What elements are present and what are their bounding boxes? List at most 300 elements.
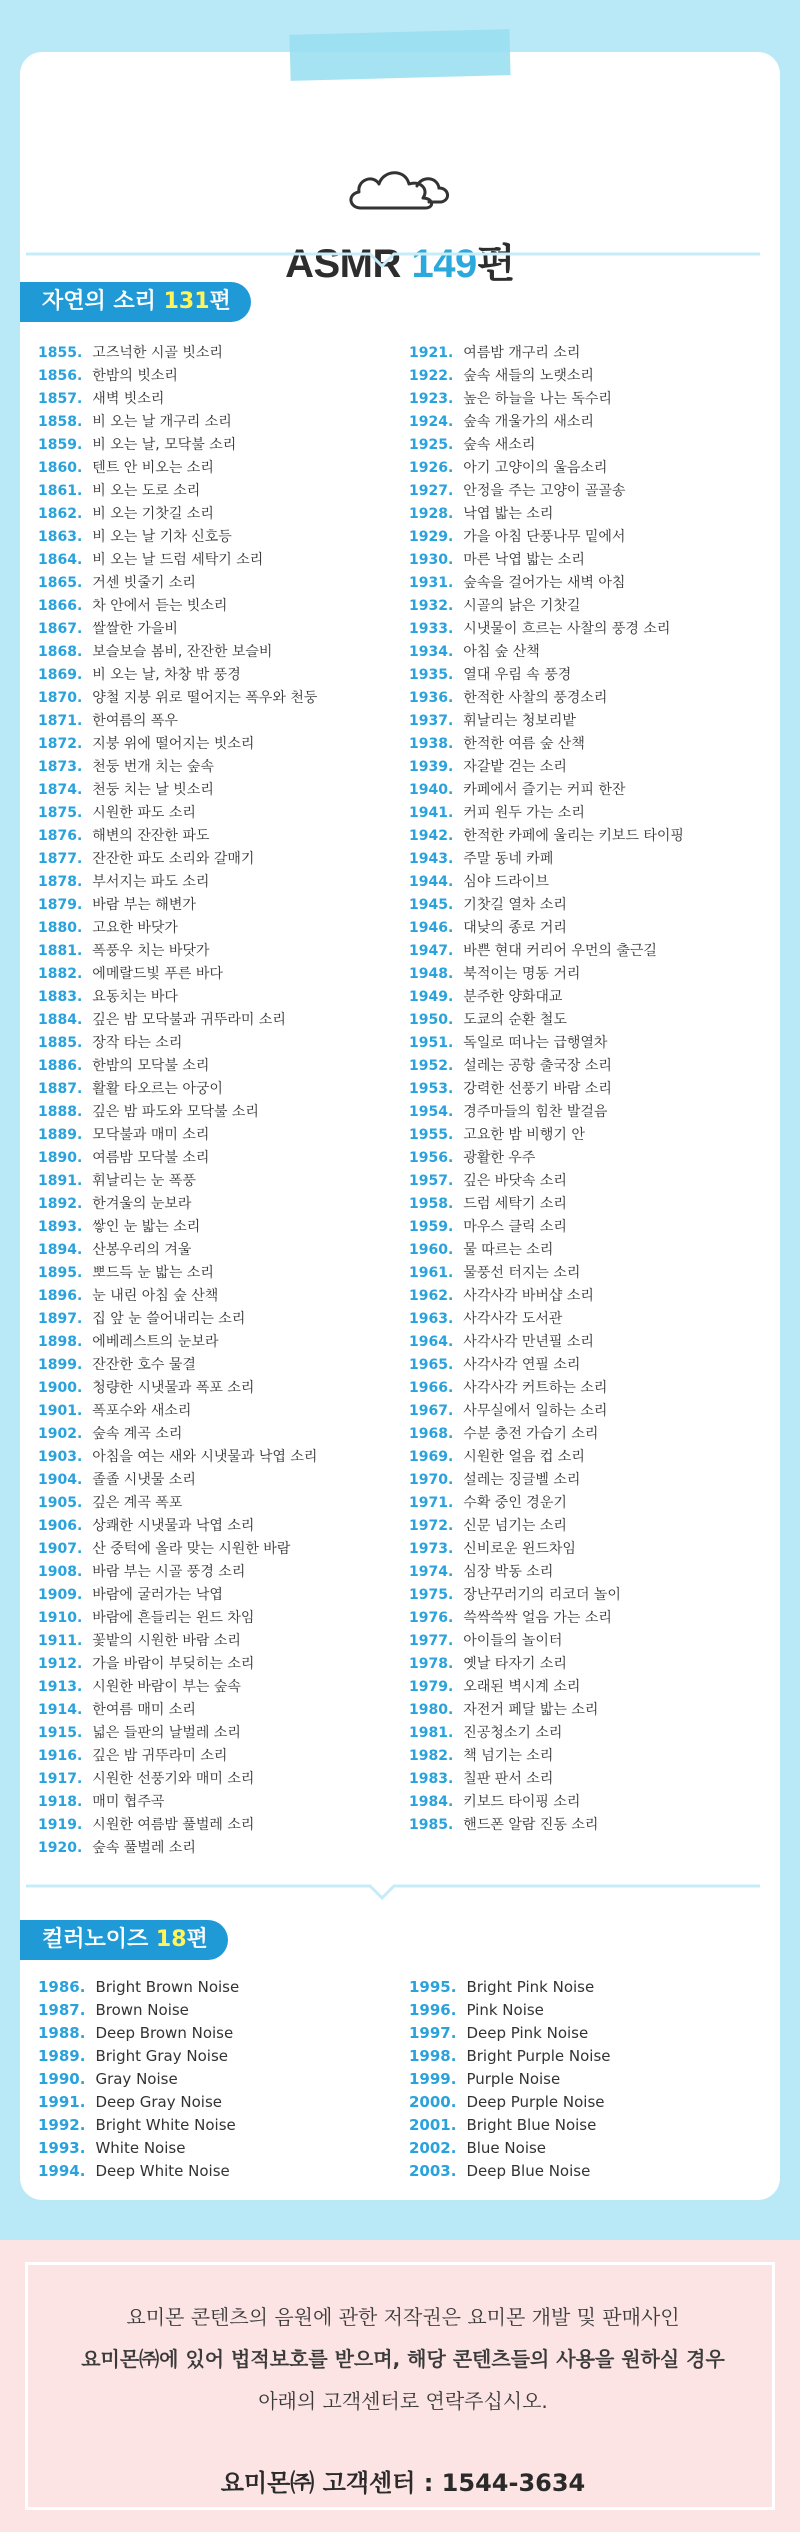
item-title: 숲속 새들의 노랫소리 <box>463 368 594 384</box>
list-item <box>409 457 684 480</box>
list-item <box>38 1377 317 1400</box>
list-item <box>409 480 684 503</box>
list-item <box>409 710 684 733</box>
list-item <box>38 1653 317 1676</box>
item-title: 지붕 위에 떨어지는 빗소리 <box>92 736 255 752</box>
item-number: 1924. <box>409 414 454 430</box>
item-title: 잔잔한 파도 소리와 갈매기 <box>92 851 255 867</box>
item-title: 폭풍우 치는 바닷가 <box>92 943 210 959</box>
list-item <box>38 1814 317 1837</box>
item-number: 1974. <box>409 1564 454 1580</box>
list-item <box>38 940 317 963</box>
list-item <box>409 618 684 641</box>
item-title: 폭포수와 새소리 <box>92 1403 192 1419</box>
item-title: 시원한 파도 소리 <box>92 805 196 821</box>
item-number: 1877. <box>38 851 83 867</box>
item-number: 1944. <box>409 874 454 890</box>
item-title: 수분 충전 가습기 소리 <box>463 1426 599 1442</box>
list-item <box>38 710 317 733</box>
list-item <box>38 342 317 365</box>
list-item <box>409 1676 684 1699</box>
item-title: 기찻길 열차 소리 <box>463 897 567 913</box>
item-title: 한적한 사찰의 풍경소리 <box>463 690 608 706</box>
item-title: 뽀드득 눈 밟는 소리 <box>92 1265 214 1281</box>
item-title: 커피 원두 가는 소리 <box>463 805 585 821</box>
list-item <box>409 1032 684 1055</box>
item-title: 비 오는 날 개구리 소리 <box>92 414 232 430</box>
list-item <box>38 917 317 940</box>
item-title: 사무실에서 일하는 소리 <box>463 1403 608 1419</box>
item-number: 1941. <box>409 805 454 821</box>
item-number: 1994. <box>38 2162 86 2180</box>
item-number: 1951. <box>409 1035 454 1051</box>
item-number: 1983. <box>409 1771 454 1787</box>
item-title: 바람에 흔들리는 윈드 차임 <box>92 1610 255 1626</box>
item-number: 1883. <box>38 989 83 1005</box>
item-number: 1968. <box>409 1426 454 1442</box>
list-item <box>38 664 317 687</box>
item-title: 비 오는 날, 모닥불 소리 <box>92 437 237 453</box>
item-title: 핸드폰 알람 진동 소리 <box>463 1817 599 1833</box>
item-title: 신비로운 윈드차임 <box>463 1541 576 1557</box>
item-title: 설레는 공항 출국장 소리 <box>463 1058 612 1074</box>
copyright-line-2: 요미몬㈜에 있어 법적보호를 받으며, 해당 콘텐츠들의 사용을 원하실 경우 <box>81 2347 725 2371</box>
item-title: 휘날리는 청보리밭 <box>463 713 576 729</box>
item-title: 분주한 양화대교 <box>463 989 563 1005</box>
list-item <box>38 1630 317 1653</box>
item-title: 비 오는 날 드럼 세탁기 소리 <box>92 552 264 568</box>
item-number: 1958. <box>409 1196 454 1212</box>
list-item <box>38 1446 317 1469</box>
list-item <box>409 1170 684 1193</box>
list-item <box>38 1768 317 1791</box>
list-item <box>38 2045 239 2068</box>
list-item <box>38 2137 239 2160</box>
list-item <box>409 1055 684 1078</box>
header <box>20 112 780 286</box>
item-number: 1982. <box>409 1748 454 1764</box>
item-title: 높은 하늘을 나는 독수리 <box>463 391 612 407</box>
item-number: 1959. <box>409 1219 454 1235</box>
item-title: 장난꾸러기의 리코더 놀이 <box>463 1587 621 1603</box>
item-title: 시원한 여름밤 풀벌레 소리 <box>92 1817 255 1833</box>
item-number: 1977. <box>409 1633 454 1649</box>
item-title: Bright Pink Noise <box>466 1978 595 1996</box>
item-title: 사각사각 바버샵 소리 <box>463 1288 594 1304</box>
list-item <box>409 1285 684 1308</box>
list-item <box>409 1745 684 1768</box>
item-title: 활활 타오르는 아궁이 <box>92 1081 223 1097</box>
list-item <box>409 1193 684 1216</box>
item-number: 1874. <box>38 782 83 798</box>
list-item <box>409 342 684 365</box>
item-title: 여름밤 개구리 소리 <box>463 345 581 361</box>
item-number: 1855. <box>38 345 83 361</box>
item-title: 숲속을 걸어가는 새벽 아침 <box>463 575 626 591</box>
list-item <box>38 1423 317 1446</box>
item-number: 1946. <box>409 920 454 936</box>
item-title: 쌀쌀한 가을비 <box>92 621 178 637</box>
item-title: 깊은 밤 귀뚜라미 소리 <box>92 1748 228 1764</box>
item-number: 1960. <box>409 1242 454 1258</box>
item-number: 1911. <box>38 1633 83 1649</box>
item-number: 1884. <box>38 1012 83 1028</box>
item-number: 1916. <box>38 1748 83 1764</box>
list-item <box>38 641 317 664</box>
item-number: 1868. <box>38 644 83 660</box>
item-title: 옛날 타자기 소리 <box>463 1656 567 1672</box>
list-item <box>409 572 684 595</box>
item-number: 1996. <box>409 2001 457 2019</box>
list-item <box>38 411 317 434</box>
item-number: 1990. <box>38 2070 86 2088</box>
item-title: 사각사각 도서관 <box>463 1311 563 1327</box>
item-number: 1909. <box>38 1587 83 1603</box>
item-title: 쓱싹쓱싹 얼음 가는 소리 <box>463 1610 612 1626</box>
item-number: 1894. <box>38 1242 83 1258</box>
item-title: 새벽 빗소리 <box>92 391 165 407</box>
list-item <box>38 1791 317 1814</box>
item-title: 물풍선 터지는 소리 <box>463 1265 581 1281</box>
list-item <box>409 986 684 1009</box>
item-title: 깊은 밤 파도와 모닥불 소리 <box>92 1104 259 1120</box>
item-number: 1978. <box>409 1656 454 1672</box>
list-item <box>409 1791 684 1814</box>
item-title: 모닥불과 매미 소리 <box>92 1127 210 1143</box>
list-item <box>409 1630 684 1653</box>
item-title: Deep Pink Noise <box>466 2024 589 2042</box>
list-item <box>409 687 684 710</box>
noise-list-left <box>38 1976 239 2183</box>
item-number: 1898. <box>38 1334 83 1350</box>
list-item <box>409 1239 684 1262</box>
list-item <box>409 963 684 986</box>
list-item <box>409 1331 684 1354</box>
list-item <box>409 1561 684 1584</box>
item-title: 집 앞 눈 쓸어내리는 소리 <box>92 1311 246 1327</box>
item-number: 1887. <box>38 1081 83 1097</box>
item-title: Deep Brown Noise <box>95 2024 234 2042</box>
list-item <box>409 1400 684 1423</box>
list-item <box>38 1999 239 2022</box>
item-number: 1928. <box>409 506 454 522</box>
cloud-icon <box>343 162 455 216</box>
item-number: 1991. <box>38 2093 86 2111</box>
list-item <box>38 572 317 595</box>
item-title: Bright Blue Noise <box>466 2116 597 2134</box>
item-number: 1993. <box>38 2139 86 2157</box>
item-title: Purple Noise <box>466 2070 561 2088</box>
list-item <box>409 848 684 871</box>
item-number: 1886. <box>38 1058 83 1074</box>
item-title: 주말 동네 카페 <box>463 851 554 867</box>
item-number: 1890. <box>38 1150 83 1166</box>
list-item <box>38 1354 317 1377</box>
item-number: 1896. <box>38 1288 83 1304</box>
item-number: 1862. <box>38 506 83 522</box>
list-item <box>38 1515 317 1538</box>
item-number: 1878. <box>38 874 83 890</box>
item-number: 1903. <box>38 1449 83 1465</box>
list-item <box>38 1032 317 1055</box>
item-title: 비 오는 도로 소리 <box>92 483 201 499</box>
list-item <box>38 503 317 526</box>
item-title: 산봉우리의 겨울 <box>92 1242 192 1258</box>
item-number: 1919. <box>38 1817 83 1833</box>
list-item <box>409 894 684 917</box>
item-number: 1971. <box>409 1495 454 1511</box>
item-number: 1867. <box>38 621 83 637</box>
item-number: 1885. <box>38 1035 83 1051</box>
nature-list-right <box>409 342 684 1837</box>
list-item <box>409 503 684 526</box>
item-title: 경주마들의 힘찬 발걸음 <box>463 1104 608 1120</box>
item-title: 한여름 매미 소리 <box>92 1702 196 1718</box>
list-item <box>409 1308 684 1331</box>
section-divider <box>20 250 780 272</box>
item-title: 물 따르는 소리 <box>463 1242 554 1258</box>
item-number: 1929. <box>409 529 454 545</box>
item-number: 1913. <box>38 1679 83 1695</box>
list-item <box>38 549 317 572</box>
item-number: 1918. <box>38 1794 83 1810</box>
item-number: 1956. <box>409 1150 454 1166</box>
item-number: 2001. <box>409 2116 457 2134</box>
item-title: 북적이는 명동 거리 <box>463 966 581 982</box>
list-item <box>409 1377 684 1400</box>
list-item <box>38 779 317 802</box>
list-item <box>38 365 317 388</box>
item-title: 쌓인 눈 밟는 소리 <box>92 1219 201 1235</box>
list-item <box>409 2068 611 2091</box>
item-number: 1864. <box>38 552 83 568</box>
item-title: Brown Noise <box>95 2001 189 2019</box>
list-item <box>38 526 317 549</box>
list-item <box>38 1285 317 1308</box>
item-number: 1925. <box>409 437 454 453</box>
item-number: 1935. <box>409 667 454 683</box>
item-number: 1945. <box>409 897 454 913</box>
list-item <box>409 825 684 848</box>
item-title: 바람 부는 해변가 <box>92 897 196 913</box>
item-number: 1970. <box>409 1472 454 1488</box>
list-item <box>38 2160 239 2183</box>
item-title: 텐트 안 비오는 소리 <box>92 460 214 476</box>
item-number: 1936. <box>409 690 454 706</box>
item-number: 1985. <box>409 1817 454 1833</box>
nature-section-label: 자연의 소리 131편 <box>20 282 251 322</box>
item-number: 1912. <box>38 1656 83 1672</box>
item-title: Gray Noise <box>95 2070 178 2088</box>
item-number: 1934. <box>409 644 454 660</box>
list-item <box>38 963 317 986</box>
list-item <box>38 1262 317 1285</box>
item-title: 장작 타는 소리 <box>92 1035 183 1051</box>
item-number: 1979. <box>409 1679 454 1695</box>
item-number: 1908. <box>38 1564 83 1580</box>
item-title: 시원한 얼음 컵 소리 <box>463 1449 585 1465</box>
list-item <box>409 1653 684 1676</box>
item-title: 아기 고양이의 울음소리 <box>463 460 608 476</box>
item-number: 1899. <box>38 1357 83 1373</box>
item-number: 1888. <box>38 1104 83 1120</box>
item-title: Deep Purple Noise <box>466 2093 605 2111</box>
item-title: 진공청소기 소리 <box>463 1725 563 1741</box>
item-number: 1933. <box>409 621 454 637</box>
list-item <box>409 1999 611 2022</box>
item-number: 1947. <box>409 943 454 959</box>
item-title: 가을 아침 단풍나무 밑에서 <box>463 529 626 545</box>
item-title: Deep White Noise <box>95 2162 230 2180</box>
item-title: 한적한 여름 숲 산책 <box>463 736 585 752</box>
item-title: 심장 박동 소리 <box>463 1564 554 1580</box>
item-title: 숲속 개울가의 새소리 <box>463 414 594 430</box>
list-item <box>38 1331 317 1354</box>
item-number: 1921. <box>409 345 454 361</box>
item-number: 2000. <box>409 2093 457 2111</box>
item-title: Bright White Noise <box>95 2116 236 2134</box>
list-item <box>38 595 317 618</box>
item-title: 독일로 떠나는 급행열차 <box>463 1035 608 1051</box>
list-item <box>38 1561 317 1584</box>
list-item <box>38 1193 317 1216</box>
list-item <box>38 480 317 503</box>
item-number: 1904. <box>38 1472 83 1488</box>
item-title: 사각사각 커트하는 소리 <box>463 1380 608 1396</box>
list-item <box>409 549 684 572</box>
list-item <box>409 1699 684 1722</box>
item-number: 1992. <box>38 2116 86 2134</box>
item-title: 낙엽 밟는 소리 <box>463 506 554 522</box>
item-title: 마른 낙엽 밟는 소리 <box>463 552 585 568</box>
item-number: 1937. <box>409 713 454 729</box>
noise-list-right <box>409 1976 611 2183</box>
list-item <box>409 434 684 457</box>
item-title: 보슬보슬 봄비, 잔잔한 보슬비 <box>92 644 273 660</box>
item-title: 오래된 벽시계 소리 <box>463 1679 581 1695</box>
list-item <box>38 457 317 480</box>
item-number: 1987. <box>38 2001 86 2019</box>
item-title: 에베레스트의 눈보라 <box>92 1334 219 1350</box>
item-number: 1917. <box>38 1771 83 1787</box>
list-item <box>38 1722 317 1745</box>
item-number: 1859. <box>38 437 83 453</box>
item-number: 1952. <box>409 1058 454 1074</box>
item-number: 1949. <box>409 989 454 1005</box>
item-number: 1926. <box>409 460 454 476</box>
item-title: 카페에서 즐기는 커피 한잔 <box>463 782 626 798</box>
item-title: 대낮의 종로 거리 <box>463 920 567 936</box>
item-number: 1943. <box>409 851 454 867</box>
item-title: 한겨울의 눈보라 <box>92 1196 192 1212</box>
item-title: 신문 넘기는 소리 <box>463 1518 567 1534</box>
item-title: 천둥 번개 치는 숲속 <box>92 759 214 775</box>
list-item <box>409 1354 684 1377</box>
item-number: 1939. <box>409 759 454 775</box>
item-title: 가을 바람이 부딪히는 소리 <box>92 1656 255 1672</box>
item-title: Bright Purple Noise <box>466 2047 611 2065</box>
list-item <box>409 1814 684 1837</box>
item-number: 1865. <box>38 575 83 591</box>
list-item <box>409 1147 684 1170</box>
item-number: 1927. <box>409 483 454 499</box>
list-item <box>38 1170 317 1193</box>
item-number: 1914. <box>38 1702 83 1718</box>
item-title: 상쾌한 시냇물과 낙엽 소리 <box>92 1518 255 1534</box>
item-number: 1955. <box>409 1127 454 1143</box>
list-item <box>38 1699 317 1722</box>
item-number: 1932. <box>409 598 454 614</box>
list-item <box>409 2022 611 2045</box>
item-title: 시원한 바람이 부는 숲속 <box>92 1679 241 1695</box>
item-title: Pink Noise <box>466 2001 544 2019</box>
item-title: 매미 협주곡 <box>92 1794 165 1810</box>
item-title: 시골의 낡은 기찻길 <box>463 598 581 614</box>
item-title: 바람 부는 시골 풍경 소리 <box>92 1564 246 1580</box>
item-number: 1940. <box>409 782 454 798</box>
list-item <box>38 2068 239 2091</box>
list-item <box>38 1745 317 1768</box>
page-title: ASMR 149편 <box>285 242 515 286</box>
item-number: 1893. <box>38 1219 83 1235</box>
item-number: 1881. <box>38 943 83 959</box>
item-number: 1871. <box>38 713 83 729</box>
footer <box>0 2240 800 2532</box>
item-number: 1950. <box>409 1012 454 1028</box>
item-number: 1964. <box>409 1334 454 1350</box>
item-title: 자갈밭 걷는 소리 <box>463 759 567 775</box>
list-item <box>38 871 317 894</box>
item-number: 1984. <box>409 1794 454 1810</box>
item-number: 1876. <box>38 828 83 844</box>
item-number: 1923. <box>409 391 454 407</box>
item-title: 한적한 카페에 울리는 키보드 타이핑 <box>463 828 684 844</box>
list-item <box>409 1607 684 1630</box>
item-number: 1961. <box>409 1265 454 1281</box>
item-title: 설레는 징글벨 소리 <box>463 1472 581 1488</box>
list-item <box>38 756 317 779</box>
item-title: 비 오는 기찻길 소리 <box>92 506 214 522</box>
list-item <box>409 802 684 825</box>
item-number: 1872. <box>38 736 83 752</box>
item-number: 1907. <box>38 1541 83 1557</box>
item-number: 1897. <box>38 1311 83 1327</box>
item-number: 1869. <box>38 667 83 683</box>
list-item <box>38 434 317 457</box>
item-number: 1962. <box>409 1288 454 1304</box>
item-title: 산 중턱에 올라 맞는 시원한 바람 <box>92 1541 291 1557</box>
item-number: 1986. <box>38 1978 86 1996</box>
item-title: 부서지는 파도 소리 <box>92 874 210 890</box>
tape-decoration <box>289 29 510 81</box>
item-title: 드럼 세탁기 소리 <box>463 1196 567 1212</box>
item-title: 자전거 페달 밟는 소리 <box>463 1702 599 1718</box>
list-item <box>38 733 317 756</box>
item-title: 고요한 밤 비행기 안 <box>463 1127 585 1143</box>
list-item <box>38 825 317 848</box>
item-number: 1858. <box>38 414 83 430</box>
list-item <box>409 1101 684 1124</box>
list-item <box>38 687 317 710</box>
list-item <box>38 1469 317 1492</box>
list-item <box>409 779 684 802</box>
content-card <box>20 52 780 2200</box>
list-item <box>409 2091 611 2114</box>
list-item <box>38 894 317 917</box>
list-item <box>38 802 317 825</box>
item-number: 1966. <box>409 1380 454 1396</box>
item-title: 한밤의 빗소리 <box>92 368 178 384</box>
